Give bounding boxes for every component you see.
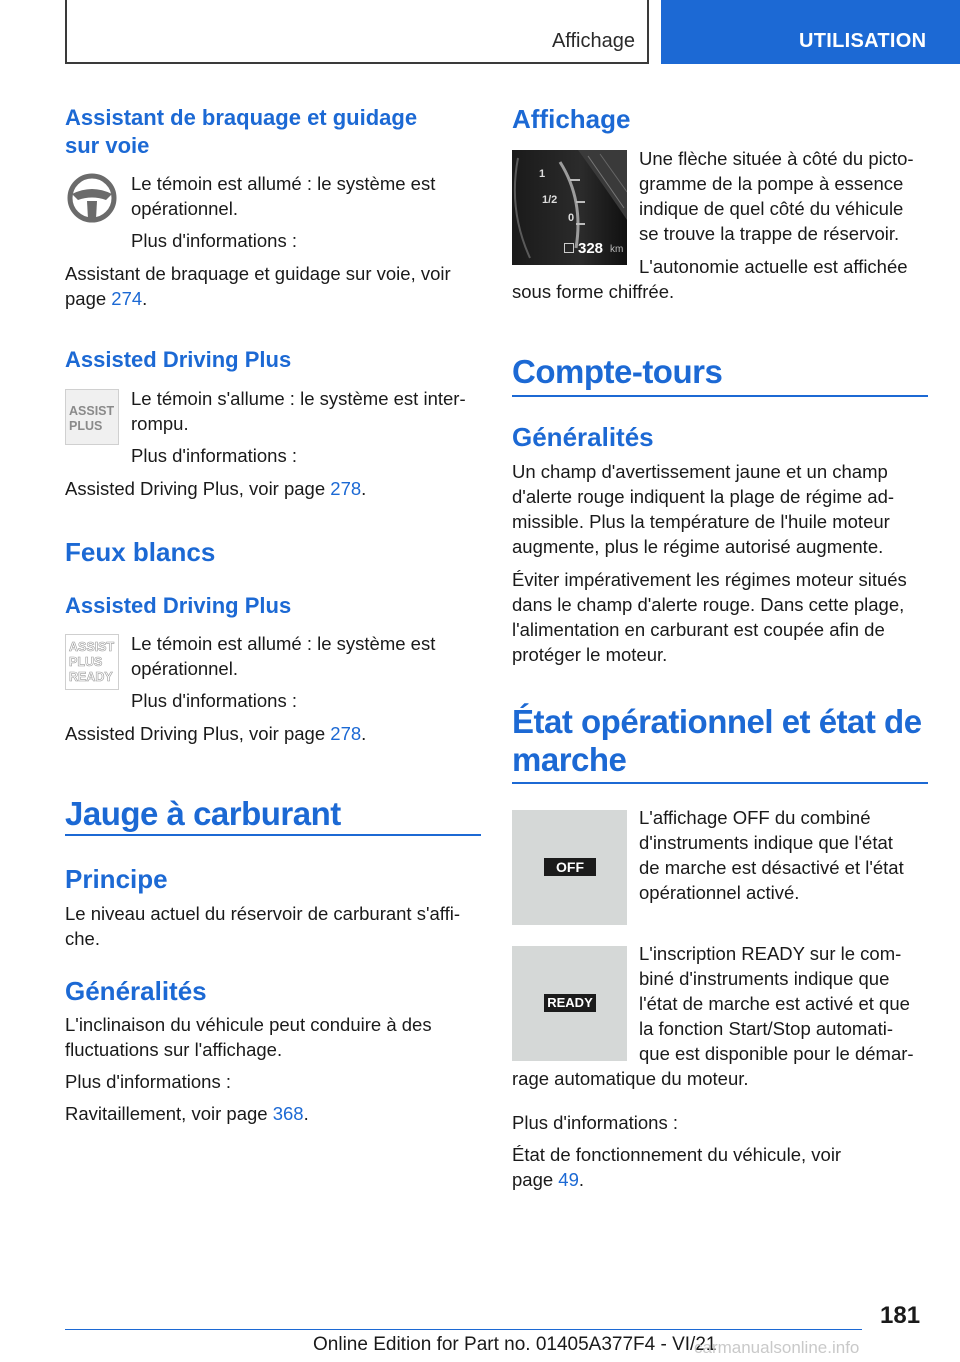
ready-description-end: rage automatique du moteur. xyxy=(512,1068,749,1089)
affichage-text: Une flèche située à côté du picto‐ gramme de la pompe à essence indique de quel côté du véhicule se trouve la trappe de réservoir. xyxy=(639,148,914,244)
range-unit: km xyxy=(610,244,624,255)
fuel-reference: Ravitaillement, voir page 368. xyxy=(65,1103,309,1124)
assist-plus-ready-icon: ASSIST PLUS READY xyxy=(65,634,119,690)
ready-description: L'inscription READY sur le com‐ biné d'instruments indique que l'état de marche est activé et que la fonction Start/Stop automati‐ que est disponible pour le démar‐ xyxy=(639,943,914,1064)
steering-assist-more-info: Plus d'informations : xyxy=(131,230,297,251)
section-divider xyxy=(65,834,481,836)
fuel-gauge-image xyxy=(512,150,627,265)
feux-blancs-subheading: Assisted Driving Plus xyxy=(65,593,292,618)
footer-divider xyxy=(65,1329,862,1330)
feux-blancs-more-info: Plus d'informations : xyxy=(131,690,297,711)
feux-blancs-heading: Feux blancs xyxy=(65,537,216,567)
autonomie-text-line2: sous forme chiffrée. xyxy=(512,281,675,302)
assist-plus-description: Le témoin s'allume : le système est inter‐ rompu. xyxy=(131,388,466,434)
steering-wheel-icon xyxy=(65,170,119,226)
range-value: 328 xyxy=(578,240,604,257)
off-display-image xyxy=(512,810,627,925)
principe-text: Le niveau actuel du réservoir de carburant s'affi‐ che. xyxy=(65,903,460,949)
header-chapter-tab[interactable] xyxy=(661,0,960,64)
compte-tours-paragraph-1: Un champ d'avertissement jaune et un champ d'alerte rouge indiquent la plage de régime ad‐ missible. Plus la température de l'huile moteur augmente, plus le régime autorisé augmente. xyxy=(512,461,895,557)
steering-assist-heading: Assistant de braquage et guidage sur voie xyxy=(65,105,418,158)
gauge-label-empty: 0 xyxy=(568,212,575,224)
compte-tours-heading: Compte-tours xyxy=(512,353,723,390)
footer-watermark: carmanualsonline.info xyxy=(694,1338,860,1357)
ready-display-image xyxy=(512,946,627,1061)
etat-reference: État de fonctionnement du véhicule, voir page 49. xyxy=(512,1144,842,1190)
assist-plus-more-info: Plus d'informations : xyxy=(131,445,297,466)
steering-assist-description: Le témoin est allumé : le système est opérationnel. xyxy=(131,173,436,219)
generalites-text: L'inclinaison du véhicule peut conduire à des fluctuations sur l'affichage. xyxy=(65,1014,432,1060)
header-section-box xyxy=(65,0,649,64)
compte-tours-paragraph-2: Éviter impérativement les régimes moteur situés dans le champ d'alerte rouge. Dans cette plage, l'alimentation en carburant est coupée afin de protéger le moteur. xyxy=(512,569,907,665)
feux-blancs-description: Le témoin est allumé : le système est opérationnel. xyxy=(131,633,436,679)
page-link[interactable]: 49 xyxy=(558,1169,579,1190)
page-number: 181 xyxy=(880,1302,921,1329)
header-section-title: Affichage xyxy=(551,30,635,52)
fuel-gauge-heading: Jauge à carburant xyxy=(65,795,341,832)
assist-plus-icon: ASSIST PLUS xyxy=(65,389,119,445)
page-link[interactable]: 278 xyxy=(330,723,362,744)
footer-edition: Online Edition for Part no. 01405A377F4 - VI/21 xyxy=(313,1334,717,1355)
ready-label: READY xyxy=(544,994,596,1012)
gauge-label-full: 1 xyxy=(539,168,546,180)
fuel-pump-icon xyxy=(564,243,574,253)
off-label: OFF xyxy=(544,858,596,876)
page-link[interactable]: 278 xyxy=(330,478,362,499)
assist-plus-reference: Assisted Driving Plus, voir page 278. xyxy=(65,478,367,499)
section-divider xyxy=(512,395,928,397)
fuel-more-info: Plus d'informations : xyxy=(65,1071,231,1092)
page-link[interactable]: 274 xyxy=(111,288,143,309)
assisted-driving-plus-heading: Assisted Driving Plus xyxy=(65,347,292,372)
compte-tours-generalites-heading: Généralités xyxy=(512,422,654,452)
off-description: L'affichage OFF du combiné d'instruments indique que l'état de marche est désactivé et l'état opérationnel activé. xyxy=(639,807,904,903)
steering-assist-reference: Assistant de braquage et guidage sur voie, voir page 274. xyxy=(65,263,451,309)
feux-blancs-reference: Assisted Driving Plus, voir page 278. xyxy=(65,723,367,744)
page-link[interactable]: 368 xyxy=(272,1103,304,1124)
generalites-heading: Généralités xyxy=(65,976,207,1006)
etat-more-info: Plus d'informations : xyxy=(512,1112,678,1133)
header-chapter-label: UTILISATION xyxy=(799,30,927,52)
etat-heading: État opérationnel et état de marche xyxy=(512,703,922,778)
principe-heading: Principe xyxy=(65,864,168,894)
gauge-label-half: 1/2 xyxy=(542,194,558,206)
affichage-heading: Affichage xyxy=(512,104,631,134)
section-divider xyxy=(512,782,928,784)
autonomie-text-line1: L'autonomie actuelle est affichée xyxy=(639,256,908,277)
